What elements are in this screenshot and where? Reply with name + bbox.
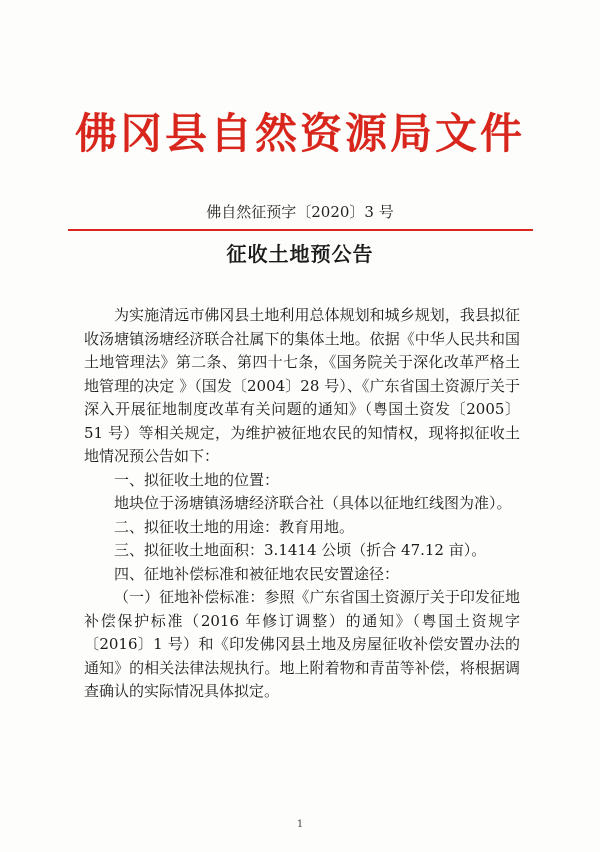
intro-paragraph: 为实施清远市佛冈县土地利用总体规划和城乡规划，我县拟征收汤塘镇汤塘经济联合社属下的集体土地。依据《中华人民共和国土地管理法》第二条、第四十七条，《国务院关于深化改革严格土地管理的决定 》（国发〔2004〕28 号）、《广东省国土资源厅关于深入开展征地制度改革有关问题的通知》（粤国土资发〔2005〕51 号）等相关规定，为维护被征地农民的知情权，现将拟征收土地情况预公告如下： xyxy=(84,306,520,465)
announcement-title: 征收土地预公告 xyxy=(226,242,374,266)
section-4-heading: 四、征地补偿标准和被征地农民安置途径： xyxy=(114,564,400,583)
red-divider-line xyxy=(68,229,533,231)
page-number: 1 xyxy=(296,819,304,830)
section-1-heading: 一、拟征收土地的位置： xyxy=(114,470,280,489)
section-3: 三、拟征收土地面积：3.1414 公顷（折合 47.12 亩）。 xyxy=(114,541,487,559)
section-4-item-1: （一）征地补偿标准：参照《广东省国土资源厅关于印发征地补偿保护标准（2016 年修订调整）的通知》（粤国土资规字〔2016〕1 号）和《印发佛冈县土地及房屋征收补偿安置办法的通知》的相关法律法规执行。地上附着物和青苗等补偿，将根据调查确认的实际情况具体拟定。 xyxy=(84,588,520,700)
announcement-body xyxy=(84,304,520,704)
issuer-title: 佛冈县自然资源局文件 xyxy=(74,109,525,158)
section-1-text: 地块位于汤塘镇汤塘经济联合社（具体以征地红线图为准）。 xyxy=(114,494,512,512)
section-2: 二、拟征收土地的用途：教育用地。 xyxy=(114,517,355,536)
document-number: 佛自然征预字〔2020〕3 号 xyxy=(206,203,394,221)
